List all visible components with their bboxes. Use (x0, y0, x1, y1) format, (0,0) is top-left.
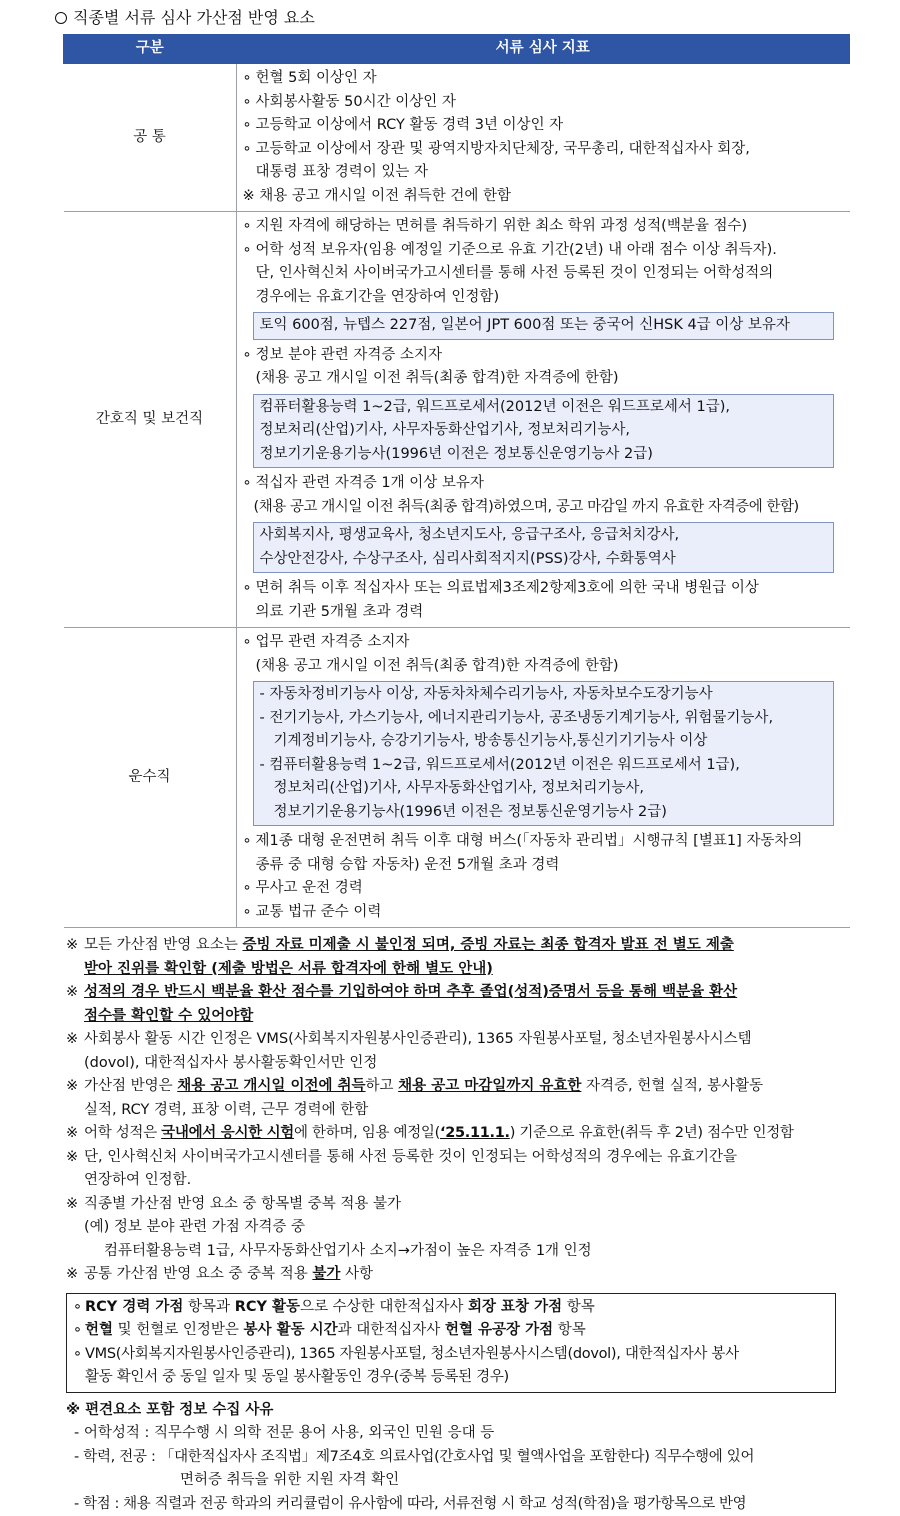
list-item: ∘ 정보 분야 관련 자격증 소지자 (241, 344, 844, 368)
header-category: 구분 (64, 35, 237, 64)
bias-info-row: - 학력, 전공 : 「대한적십자사 조직법」제7조4호 의료사업(간호사업 및 혈액사업을 포함한다) 직무수행에 있어 (66, 1446, 844, 1470)
list-item: ∘ 업무 관련 자격증 소지자 (241, 631, 844, 655)
bias-info-heading: ※ 편견요소 포함 정보 수집 사유 (66, 1399, 844, 1423)
section-title (52, 6, 844, 30)
list-item: ∘ 고등학교 이상에서 RCY 활동 경력 3년 이상인 자 (241, 114, 844, 138)
box-line: - 자동차정비기능사 이상, 자동차차체수리기능사, 자동차보수도장기능사 (260, 683, 827, 707)
header-indicator: 서류 심사 지표 (236, 35, 850, 64)
box-line: - 컴퓨터활용능력 1~2급, 워드프로세서(2012년 이전은 워드프로세서 1급), (260, 754, 827, 778)
list-item: ∘ 헌혈 5회 이상인 자 (241, 67, 844, 91)
list-item-continuation: 대통령 표창 경력이 있는 자 (241, 161, 844, 185)
criteria-table (63, 34, 850, 928)
list-item: ∘ 면허 취득 이후 적십자사 또는 의료법제3조제2항제3호에 의한 국내 병원급 이상 (241, 577, 844, 601)
box-line: 정보기기운용기능사(1996년 이전은 정보통신운영기능사 2급) (260, 801, 827, 825)
notes-section (64, 934, 844, 1393)
bullet-icon: ∘ (243, 67, 252, 91)
reference-mark-icon: ※ (66, 1263, 78, 1287)
box-line: 토익 600점, 뉴텝스 227점, 일본어 JPT 600점 또는 중국어 신HSK 4급 이상 보유자 (260, 314, 827, 338)
bullet-icon: ∘ (243, 830, 252, 854)
list-item-continuation: (채용 공고 개시일 이전 취득(최종 합격)한 자격증에 한함) (241, 655, 844, 679)
it-license-box (253, 394, 834, 469)
list-item: ∘ RCY 경력 가점 항목과 RCY 활동으로 수상한 대한적십자사 회장 표창 가점 항목 (73, 1296, 829, 1320)
indicators-common (236, 64, 850, 212)
box-line: 기계정비기능사, 승강기기능사, 방송통신기능사,통신기기기능사 이상 (260, 730, 827, 754)
category-nursing: 간호직 및 보건직 (64, 212, 237, 628)
section-title-text: 직종별 서류 심사 가산점 반영 요소 (73, 8, 315, 27)
bullet-icon: ∘ (243, 577, 252, 601)
note-item: ※ 가산점 반영은 채용 공고 개시일 이전에 취득하고 채용 공고 마감일까지 유효한 자격증, 헌혈 실적, 봉사활동 실적, RCY 경력, 표창 이력, 근무 경력에 한함 (64, 1075, 844, 1122)
list-item: ∘ 제1종 대형 운전면허 취득 이후 대형 버스(「자동차 관리법」시행규칙 [별표1] 자동차의 (241, 830, 844, 854)
box-line: 정보처리(산업)기사, 사무자동화산업기사, 정보처리기능사, (260, 419, 827, 443)
bias-info-row-continuation: 면허증 취득을 위한 지원 자격 확인 (66, 1469, 844, 1493)
reference-mark-icon: ※ (66, 1193, 78, 1217)
reference-mark-icon: ※ (66, 1146, 78, 1170)
reference-mark-icon: ※ (66, 934, 78, 958)
reference-mark-icon: ※ (66, 981, 78, 1005)
box-line: 컴퓨터활용능력 1~2급, 워드프로세서(2012년 이전은 워드프로세서 1급), (260, 396, 827, 420)
box-line: 사회복지사, 평생교육사, 청소년지도사, 응급구조사, 응급처치강사, (260, 524, 827, 548)
box-line: 정보기기운용기능사(1996년 이전은 정보통신운영기능사 2급) (260, 443, 827, 467)
note-item: ※ 공통 가산점 반영 요소 중 중복 적용 불가 사항 (64, 1263, 844, 1287)
list-item: ∘ 적십자 관련 자격증 1개 이상 보유자 (241, 472, 844, 496)
bullet-icon: ∘ (73, 1319, 82, 1343)
list-item: ∘ 사회봉사활동 50시간 이상인 자 (241, 91, 844, 115)
table-row-transport (64, 628, 850, 928)
note-item: ※ 모든 가산점 반영 요소는 증빙 자료 미제출 시 불인정 되며, 증빙 자료는 최종 합격자 발표 전 별도 제출 받아 진위를 확인함 (제출 방법은 서류 합격자에 한해 별도 안내) (64, 934, 844, 981)
bullet-icon: ∘ (243, 901, 252, 925)
list-item-continuation: 종류 중 대형 승합 자동차) 운전 5개월 초과 경력 (241, 854, 844, 878)
bullet-icon: ∘ (73, 1296, 82, 1320)
list-item-continuation: 의료 기관 5개월 초과 경력 (241, 601, 844, 625)
indicators-transport (236, 628, 850, 928)
common-note: ※ 채용 공고 개시일 이전 취득한 건에 한함 (241, 185, 844, 209)
list-item: ∘ 어학 성적 보유자(임용 예정일 기준으로 유효 기간(2년) 내 아래 점수 이상 취득자). (241, 239, 844, 263)
list-item-continuation: 단, 인사혁신처 사이버국가고시센터를 통해 사전 등록된 것이 인정되는 어학성적의 (241, 262, 844, 286)
list-item-continuation: (채용 공고 개시일 이전 취득(최종 합격)하였으며, 공고 마감일 까지 유효한 자격증에 한함) (241, 496, 844, 520)
bullet-icon: ∘ (243, 91, 252, 115)
note-item: ※ 사회봉사 활동 시간 인정은 VMS(사회복지자원봉사인증관리), 1365 자원봉사포털, 청소년자원봉사시스템 (dovol), 대한적십자사 봉사활동확인서만 인정 (64, 1028, 844, 1075)
bias-info-row: - 어학성적 : 직무수행 시 의학 전문 용어 사용, 외국인 민원 응대 등 (66, 1422, 844, 1446)
bullet-icon: ∘ (243, 114, 252, 138)
list-item: ∘ 고등학교 이상에서 장관 및 광역지방자치단체장, 국무총리, 대한적십자사 회장, (241, 138, 844, 162)
red-cross-license-box (253, 522, 834, 573)
bullet-icon: ∘ (243, 631, 252, 655)
bullet-icon: ∘ (243, 215, 252, 239)
bullet-icon: ∘ (73, 1343, 82, 1367)
table-header-row (64, 35, 850, 64)
indicators-nursing (236, 212, 850, 628)
list-item: ∘ 지원 자격에 해당하는 면허를 취득하기 위한 최소 학위 과정 성적(백분율 점수) (241, 215, 844, 239)
bullet-icon: ∘ (243, 138, 252, 162)
reference-mark-icon: ※ (66, 1122, 78, 1146)
box-line: 수상안전강사, 수상구조사, 심리사회적지지(PSS)강사, 수화통역사 (260, 548, 827, 572)
duplicate-items-box (66, 1293, 836, 1393)
list-item: ∘ 교통 법규 준수 이력 (241, 901, 844, 925)
note-item: ※ 성적의 경우 반드시 백분율 환산 점수를 기입하여야 하며 추후 졸업(성적)증명서 등을 통해 백분율 환산 점수를 확인할 수 있어야함 (64, 981, 844, 1028)
table-row-nursing (64, 212, 850, 628)
note-item: ※ 단, 인사혁신처 사이버국가고시센터를 통해 사전 등록한 것이 인정되는 어학성적의 경우에는 유효기간을 연장하여 인정함. (64, 1146, 844, 1193)
list-item-continuation: 경우에는 유효기간을 연장하여 인정함) (241, 286, 844, 310)
bullet-icon: ∘ (243, 239, 252, 263)
circle-bullet-icon (55, 12, 67, 24)
reference-mark-icon: ※ (66, 1075, 78, 1099)
category-transport: 운수직 (64, 628, 237, 928)
bullet-icon: ∘ (243, 472, 252, 496)
list-item: ∘ 헌혈 및 헌혈로 인정받은 봉사 활동 시간과 대한적십자사 헌혈 유공장 가점 항목 (73, 1319, 829, 1343)
transport-license-box (253, 681, 834, 826)
bias-info-row: - 학점 : 채용 직렬과 전공 학과의 커리큘럼이 유사함에 따라, 서류전형 시 학교 성적(학점)을 평가항목으로 반영 (66, 1493, 844, 1516)
category-common: 공 통 (64, 64, 237, 212)
bullet-icon: ∘ (243, 877, 252, 901)
list-item-continuation: (채용 공고 개시일 이전 취득(최종 합격)한 자격증에 한함) (241, 367, 844, 391)
page (52, 6, 844, 1516)
list-item: ∘ 무사고 운전 경력 (241, 877, 844, 901)
list-item: ∘ VMS(사회복지자원봉사인증관리), 1365 자원봉사포털, 청소년자원봉사시스템(dovol), 대한적십자사 봉사 활동 확인서 중 동일 일자 및 동일 봉사활동인 경우(중복 등록된 경우) (73, 1343, 829, 1390)
bullet-icon: ∘ (243, 344, 252, 368)
language-score-box (253, 312, 834, 340)
box-line: 정보처리(산업)기사, 사무자동화산업기사, 정보처리기능사, (260, 777, 827, 801)
table-row-common (64, 64, 850, 212)
box-line: - 전기기능사, 가스기능사, 에너지관리기능사, 공조냉동기계기능사, 위험물기능사, (260, 707, 827, 731)
bias-info-section (66, 1399, 844, 1516)
note-item: ※ 직종별 가산점 반영 요소 중 항목별 중복 적용 불가 (예) 정보 분야 관련 가점 자격증 중 컴퓨터활용능력 1급, 사무자동화산업기사 소지→가점이 높은 자격증 1개 인정 (64, 1193, 844, 1264)
note-item: ※ 어학 성적은 국내에서 응시한 시험에 한하며, 임용 예정일(‘25.11.1.) 기준으로 유효한(취득 후 2년) 점수만 인정함 (64, 1122, 844, 1146)
reference-mark-icon: ※ (66, 1028, 78, 1052)
